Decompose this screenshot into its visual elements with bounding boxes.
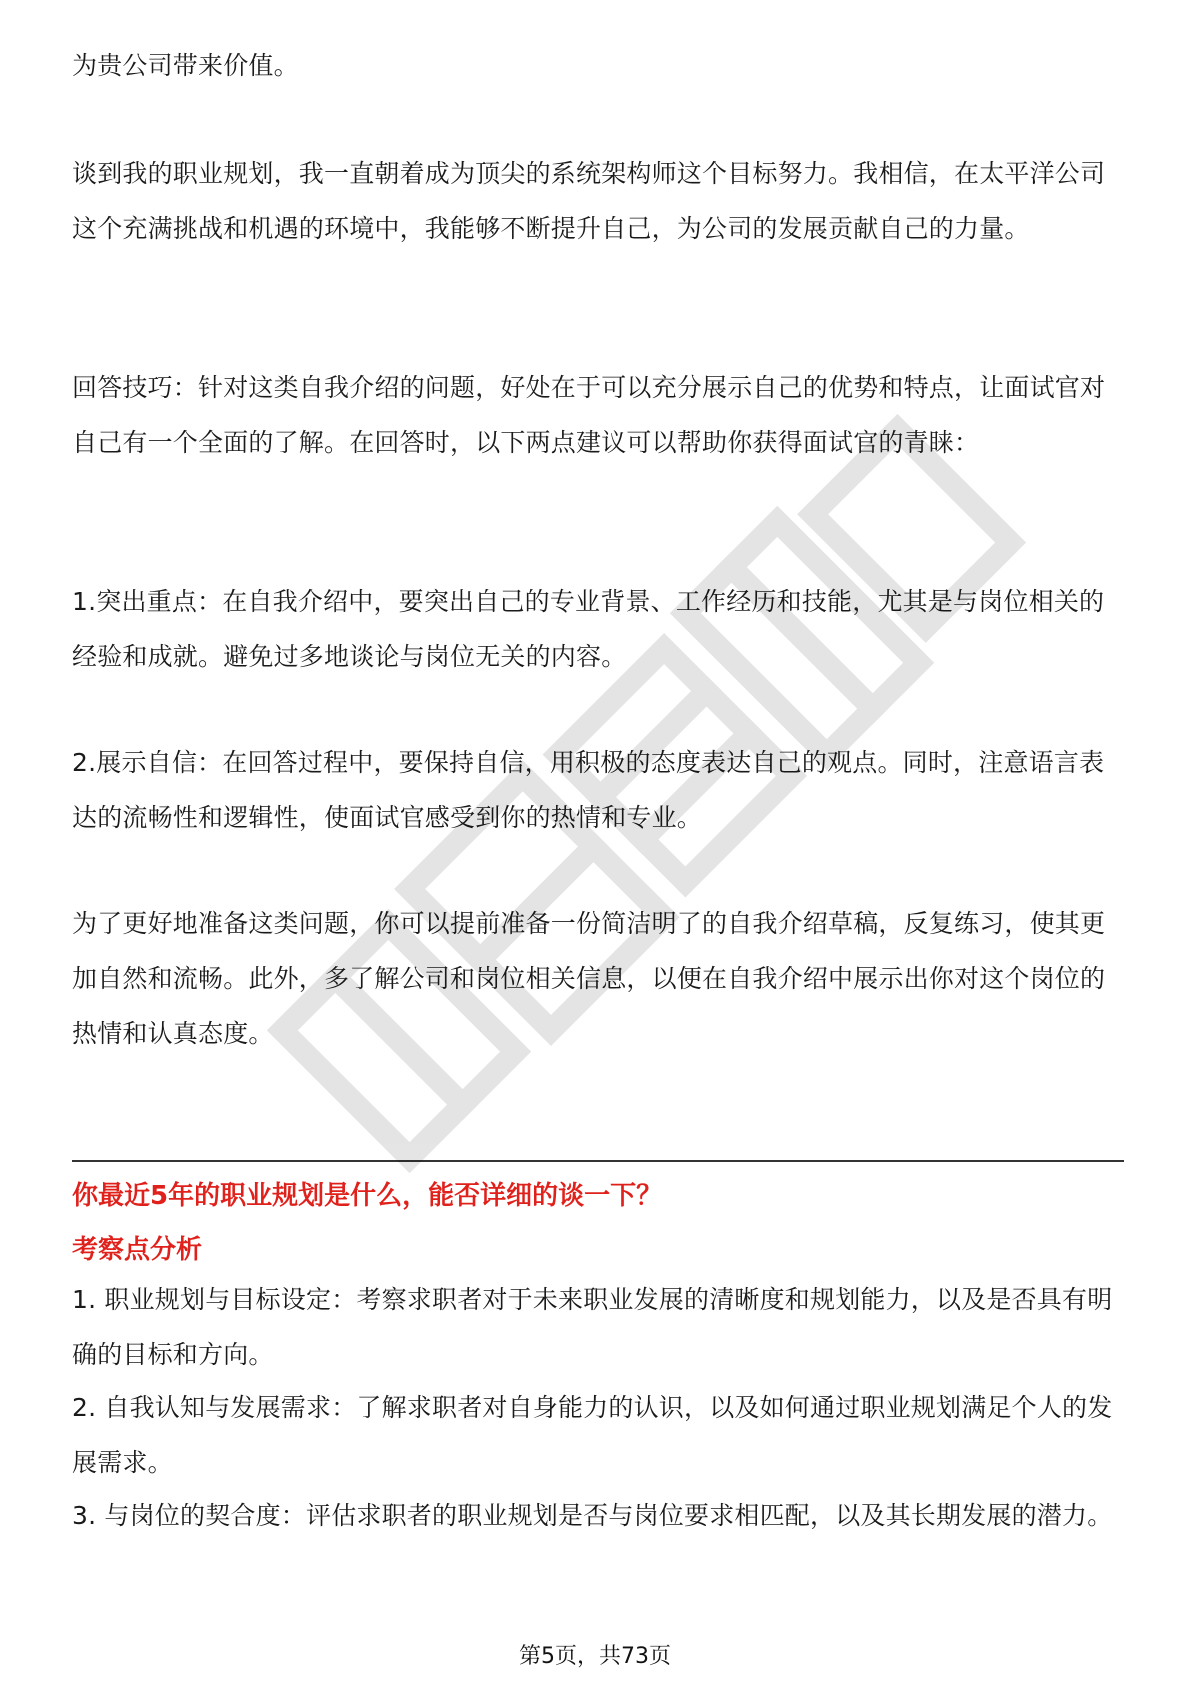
analysis-item-3: 3. 与岗位的契合度：评估求职者的职业规划是否与岗位要求相匹配，以及其长期发展的潜力。 (72, 1501, 1113, 1530)
paragraph-tip-2: 2.展示自信：在回答过程中，要保持自信，用积极的态度表达自己的观点。同时，注意语言表达的流畅性和逻辑性，使面试官感受到你的热情和专业。 (72, 748, 1105, 832)
paragraph-tip-1: 1.突出重点：在自我介绍中，要突出自己的专业背景、工作经历和技能，尤其是与岗位相关的经验和成就。避免过多地谈论与岗位无关的内容。 (72, 587, 1105, 671)
question-heading: 你最近5年的职业规划是什么，能否详细的谈一下？ (72, 1181, 663, 1211)
paragraph-intro-end: 为贵公司带来价值。 (72, 51, 299, 80)
paragraph-career-plan: 谈到我的职业规划，我一直朝着成为顶尖的系统架构师这个目标努力。我相信，在太平洋公司这个充满挑战和机遇的环境中，我能够不断提升自己，为公司的发展贡献自己的力量。 (72, 159, 1106, 243)
document-page (72, 0, 1124, 1684)
page-number-footer: 第5页，共73页 (519, 1644, 671, 1669)
analysis-heading: 考察点分析 (72, 1235, 203, 1265)
analysis-item-1: 1. 职业规划与目标设定：考察求职者对于未来职业发展的清晰度和规划能力，以及是否具有明确的目标和方向。 (72, 1285, 1113, 1369)
paragraph-answer-tips: 回答技巧：针对这类自我介绍的问题，好处在于可以充分展示自己的优势和特点，让面试官对自己有一个全面的了解。在回答时，以下两点建议可以帮助你获得面试官的青睐： (72, 373, 1106, 457)
analysis-item-2: 2. 自我认知与发展需求：了解求职者对自身能力的认识，以及如何通过职业规划满足个人的发展需求。 (72, 1393, 1113, 1477)
section-divider (72, 1160, 1124, 1162)
paragraph-preparation: 为了更好地准备这类问题，你可以提前准备一份简洁明了的自我介绍草稿，反复练习，使其更加自然和流畅。此外，多了解公司和岗位相关信息，以便在自我介绍中展示出你对这个岗位的热情和认真态度。 (72, 909, 1106, 1048)
